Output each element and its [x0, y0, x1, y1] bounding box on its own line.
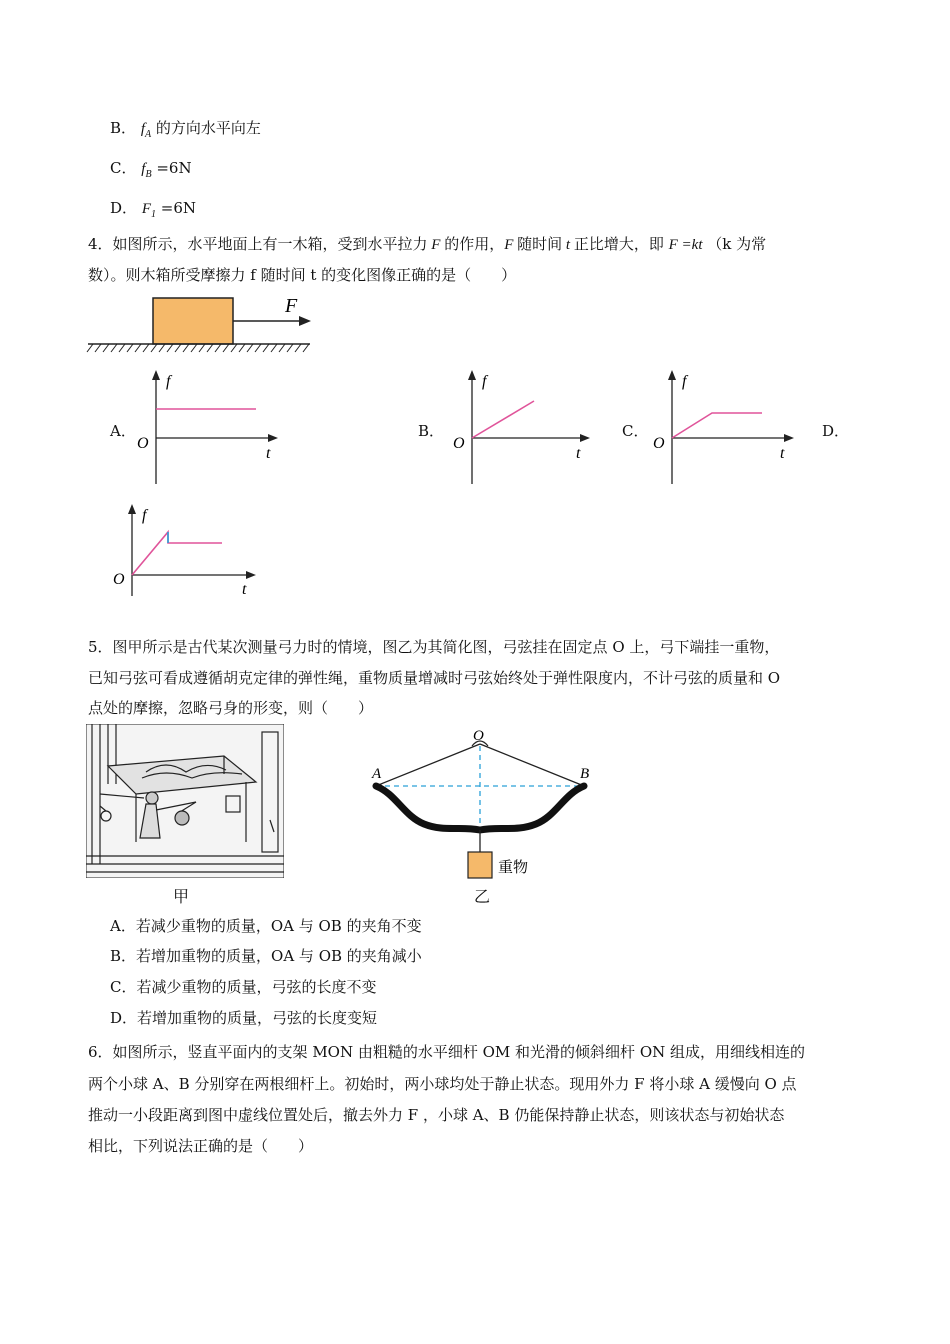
- fA-symbol: $f_A$: [140, 121, 152, 140]
- q4-label-c: C．: [622, 422, 649, 440]
- svg-text:O: O: [453, 435, 465, 452]
- svg-text:B: B: [580, 766, 590, 782]
- bow-diagram: [368, 724, 598, 906]
- q6-stem-line2: 两个小球 A、B 分别穿在两根细杆上。初始时，两小球均处于静止状态。现用外力 F 将小球 A 缓慢向 O 点: [88, 1075, 797, 1093]
- svg-text:t: t: [266, 445, 271, 462]
- svg-text:O: O: [653, 435, 665, 452]
- q5-option-a: A．若减少重物的质量，OA 与 OB 的夹角不变: [110, 917, 422, 935]
- q4-label-b: B．: [418, 422, 445, 440]
- graph-c: [650, 366, 800, 488]
- graph-d: [110, 500, 260, 600]
- svg-text:t: t: [576, 445, 581, 462]
- q5-option-b: B．若增加重物的质量，OA 与 OB 的夹角减小: [110, 947, 422, 965]
- q3-option-b: B． $f_A$ 的方向水平向左: [110, 119, 261, 140]
- q3-option-c: C． $f_B =6N$: [110, 159, 192, 180]
- equation: F =kt: [668, 237, 703, 253]
- graph-a: [132, 366, 282, 488]
- q4-label-a: A．: [110, 422, 136, 440]
- ancient-illustration: [86, 724, 284, 878]
- svg-text:t: t: [242, 581, 247, 598]
- q4-label-d: D．: [822, 422, 850, 440]
- svg-text:A: A: [372, 766, 382, 782]
- svg-text:f: f: [682, 373, 687, 390]
- q6-stem-line4: 相比，下列说法正确的是（ ）: [88, 1137, 314, 1155]
- box-diagram: [85, 290, 325, 356]
- graph-b-curve: [472, 401, 534, 438]
- graph-b: [448, 366, 598, 488]
- q3-option-d: D． $F_1 =6N$: [110, 199, 197, 220]
- ground-hatching: [87, 344, 309, 352]
- svg-text:f: f: [482, 373, 487, 390]
- q4-stem-line1: 4．如图所示，水平地面上有一木箱，受到水平拉力 F 的作用，F 随时间 t 正比增大，即 F =kt （k 为常: [88, 235, 767, 253]
- svg-text:O: O: [113, 571, 125, 588]
- force-label: F: [285, 295, 298, 317]
- caption-jia: 甲: [173, 887, 190, 906]
- svg-text:O: O: [473, 728, 484, 744]
- svg-text:t: t: [780, 445, 785, 462]
- q6-stem-line1: 6．如图所示，竖直平面内的支架 MON 由粗糙的水平细杆 OM 和光滑的倾斜细杆 ON 组成，用细线相连的: [88, 1043, 806, 1061]
- q5-option-c: C．若减少重物的质量，弓弦的长度不变: [110, 978, 377, 996]
- string-ob: [480, 744, 584, 786]
- q6-stem-line3: 推动一小段距离到图中虚线位置处后，撤去外力 F ，小球 A、B 仍能保持静止状态，则该状态与初始状态: [88, 1106, 785, 1124]
- weight-label: 重物: [498, 860, 529, 876]
- wooden-box: [153, 298, 233, 344]
- string-oa: [376, 744, 480, 786]
- caption-yi: 乙: [474, 887, 491, 906]
- svg-text:f: f: [142, 507, 147, 524]
- graph-c-curve: [672, 413, 762, 438]
- svg-text:f: f: [166, 373, 171, 390]
- F1-symbol: $F_1$: [141, 201, 156, 220]
- q5-stem-line2: 已知弓弦可看成遵循胡克定律的弹性绳，重物质量增减时弓弦始终处于弹性限度内，不计弓弦的质量和 O: [88, 669, 781, 687]
- q4-stem-line2: 数）。则木箱所受摩擦力 f 随时间 t 的变化图像正确的是（ ）: [88, 266, 517, 284]
- fB-symbol: $f_B$: [141, 161, 152, 180]
- q5-option-d: D．若增加重物的质量，弓弦的长度变短: [110, 1009, 378, 1027]
- q5-stem-line3: 点处的摩擦，忽略弓身的形变，则（ ）: [88, 699, 374, 717]
- weight-block: [468, 852, 492, 878]
- force-arrowhead: [299, 316, 311, 326]
- svg-text:O: O: [137, 435, 149, 452]
- q5-stem-line1: 5．图甲所示是古代某次测量弓力时的情境，图乙为其简化图，弓弦挂在固定点 O 上，弓下端挂一重物，: [88, 638, 780, 656]
- graph-d-curve: [132, 532, 222, 575]
